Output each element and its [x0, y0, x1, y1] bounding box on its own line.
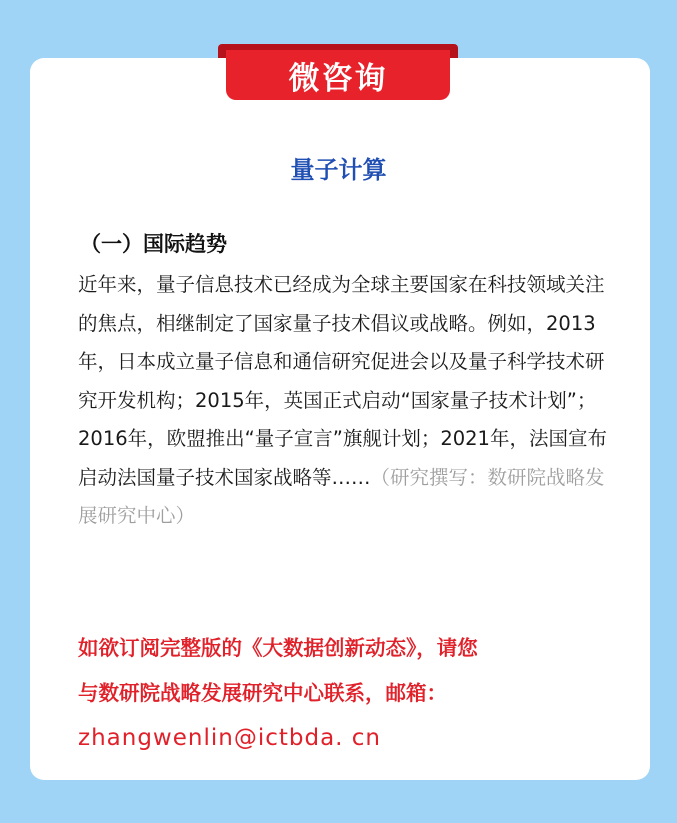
contact-line-1: 如欲订阅完整版的《大数据创新动态》，请您 [78, 636, 478, 660]
paragraph-text: 近年来，量子信息技术已经成为全球主要国家在科技领域关注的焦点，相继制定了国家量子技术倡议或战略。例如，2013年，日本成立量子信息和通信研究促进会以及量子科学技术研究开发机构；2015年，英国正式启动“国家量子技术计划”；2016年，欧盟推出“量子宣言”旗舰计划；2021年，法国宣布启动法国量子技术国家战略等…… [78, 273, 607, 489]
header-ribbon [218, 44, 458, 100]
contact-email: zhangwenlin@ictbda. cn [78, 725, 382, 751]
section-heading: （一）国际趋势 [80, 232, 227, 256]
contact-line-2: 与数研院战略发展研究中心联系，邮箱： [78, 681, 447, 705]
article-paragraph [78, 266, 623, 536]
attribution-note: （研究撰写：数研院战略发展研究中心） [78, 465, 605, 527]
article-title: 量子计算 [290, 156, 387, 184]
subscription-contact [78, 626, 638, 761]
ribbon-label: 微咨询 [226, 50, 450, 100]
